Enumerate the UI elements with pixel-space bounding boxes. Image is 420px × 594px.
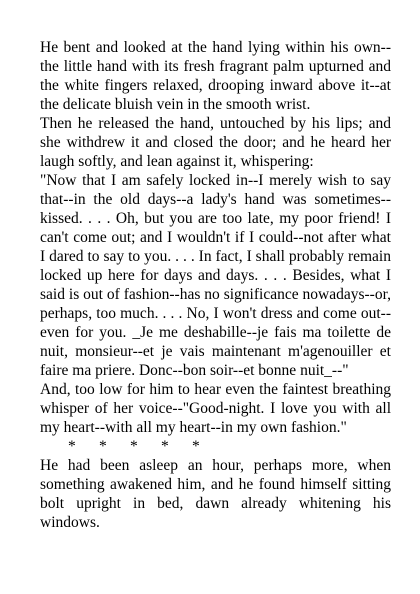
paragraph-awakened: He had been asleep an hour, perhaps more, when something awakened him, and he found himself sitting bolt upright in bed, dawn already whitening his windows. xyxy=(40,457,391,531)
paragraph-whisper: "Now that I am safely locked in--I merely wish to say that--in the old days--a lady's hand was sometimes--kissed. . . . Oh, but you are too late, my poor friend! I can't come out; and I wouldn't if I could--not after what I dared to say to you. . . . In fact, I shall probably remain locked up here for days and days. . . . Besides, what I said is out of fashion--has no significance nowadays--or, perhaps, too much. . . . No, I won't dress and come out--even for you. _Je me deshabille--je fais ma toilette de nuit, monsieur--et je vais maintenant m'agenouiller et faire ma priere. Donc--bon soir--et bonne nuit_--" xyxy=(40,172,391,379)
document-page xyxy=(40,38,391,532)
paragraph-hand: He bent and looked at the hand lying within his own--the little hand with its fresh fragrant palm upturned and the white fingers relaxed, drooping inward above it--at the delicate bluish vein in the smooth wrist. xyxy=(40,39,391,113)
paragraph-goodnight: And, too low for him to hear even the faintest breathing whisper of her voice--"Good-night. I love you with all my heart--with all my heart--in my own fashion." xyxy=(40,381,391,436)
section-separator: * * * * * xyxy=(68,438,200,455)
paragraph-release: Then he released the hand, untouched by his lips; and she withdrew it and closed the door; and he heard her laugh softly, and lean against it, whispering: xyxy=(40,115,391,170)
